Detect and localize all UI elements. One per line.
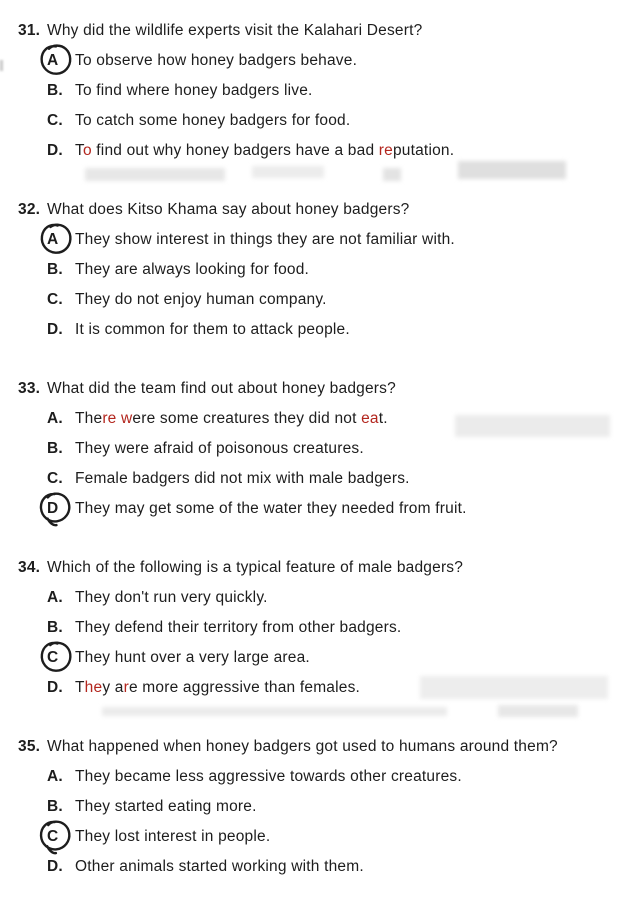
option-letter bbox=[47, 225, 75, 255]
option-letter-label: D. bbox=[47, 679, 63, 696]
red-ink-mark: re bbox=[378, 142, 393, 159]
red-ink-mark: ea bbox=[361, 410, 379, 427]
option-text: They are always looking for food. bbox=[75, 261, 310, 278]
option-text: It is common for them to attack people. bbox=[75, 321, 350, 338]
option-text: They do not enjoy human company. bbox=[75, 291, 327, 308]
question-text: Which of the following is a typical feature of male badgers? bbox=[47, 559, 464, 576]
option-letter bbox=[47, 136, 75, 166]
question-number: 35. bbox=[18, 738, 41, 755]
option-text: They were afraid of poisonous creatures. bbox=[75, 440, 364, 457]
answer-option bbox=[47, 613, 614, 643]
option-text: To find out why honey badgers have a bad reputation. bbox=[75, 142, 455, 159]
option-letter bbox=[47, 106, 75, 136]
option-letter bbox=[47, 285, 75, 315]
answer-option bbox=[47, 852, 614, 882]
option-letter-label: D bbox=[47, 500, 59, 517]
option-text: Other animals started working with them. bbox=[75, 858, 364, 875]
option-letter bbox=[47, 315, 75, 345]
option-text: To observe how honey badgers behave. bbox=[75, 52, 358, 69]
red-ink-mark: r bbox=[123, 679, 129, 696]
answer-option bbox=[47, 136, 614, 166]
option-letter-label: C. bbox=[47, 112, 63, 129]
question-number: 33. bbox=[18, 380, 41, 397]
option-letter bbox=[47, 494, 75, 524]
option-letter-label: C bbox=[47, 649, 59, 666]
option-letter-label: A bbox=[47, 231, 59, 248]
option-letter-label: B. bbox=[47, 619, 63, 636]
question-text: What happened when honey badgers got used to humans around them? bbox=[47, 738, 558, 755]
answer-option bbox=[47, 762, 614, 792]
answer-option bbox=[47, 822, 614, 852]
option-letter-label: B. bbox=[47, 440, 63, 457]
option-letter-label: D. bbox=[47, 858, 63, 875]
option-text: They lost interest in people. bbox=[75, 828, 271, 845]
answer-option bbox=[47, 643, 614, 673]
scan-artifact bbox=[0, 60, 3, 71]
answer-option bbox=[47, 434, 614, 464]
answer-option bbox=[47, 404, 614, 434]
question-block bbox=[18, 553, 614, 703]
red-ink-mark: o bbox=[82, 142, 92, 159]
option-letter bbox=[47, 583, 75, 613]
question-number: 31. bbox=[18, 22, 41, 39]
option-letter-label: A. bbox=[47, 410, 63, 427]
question-number: 32. bbox=[18, 201, 41, 218]
answer-option bbox=[47, 673, 614, 703]
option-text: Female badgers did not mix with male badgers. bbox=[75, 470, 410, 487]
answer-option bbox=[47, 583, 614, 613]
option-text: They are more aggressive than females. bbox=[75, 679, 361, 696]
question-block bbox=[18, 195, 614, 345]
red-ink-mark: w bbox=[121, 410, 133, 427]
question-text: What does Kitso Khama say about honey badgers? bbox=[47, 201, 410, 218]
option-letter-label: A. bbox=[47, 768, 63, 785]
option-list bbox=[18, 225, 614, 345]
question-block bbox=[18, 732, 614, 882]
option-text: They don't run very quickly. bbox=[75, 589, 268, 606]
option-list bbox=[18, 404, 614, 524]
option-text: They defend their territory from other badgers. bbox=[75, 619, 402, 636]
option-list bbox=[18, 583, 614, 703]
option-letter-label: C. bbox=[47, 470, 63, 487]
option-letter-label: C bbox=[47, 828, 59, 845]
option-letter-label: D. bbox=[47, 142, 63, 159]
option-letter-label: B. bbox=[47, 798, 63, 815]
option-letter-label: C. bbox=[47, 291, 63, 308]
question-block bbox=[18, 374, 614, 524]
question-list bbox=[18, 16, 614, 882]
option-letter bbox=[47, 822, 75, 852]
option-letter bbox=[47, 46, 75, 76]
answer-option bbox=[47, 46, 614, 76]
option-text: They may get some of the water they needed from fruit. bbox=[75, 500, 467, 517]
red-ink-mark: he bbox=[84, 679, 103, 696]
option-letter bbox=[47, 404, 75, 434]
question-text: What did the team find out about honey badgers? bbox=[47, 380, 396, 397]
answer-option bbox=[47, 494, 614, 524]
question-block bbox=[18, 16, 614, 166]
answer-option bbox=[47, 315, 614, 345]
answer-option bbox=[47, 255, 614, 285]
option-text: They hunt over a very large area. bbox=[75, 649, 310, 666]
answer-option bbox=[47, 225, 614, 255]
option-text: They started eating more. bbox=[75, 798, 257, 815]
option-text: They show interest in things they are not familiar with. bbox=[75, 231, 455, 248]
option-letter-label: A. bbox=[47, 589, 63, 606]
option-letter bbox=[47, 762, 75, 792]
option-text: To find where honey badgers live. bbox=[75, 82, 313, 99]
question-number: 34. bbox=[18, 559, 41, 576]
option-letter bbox=[47, 434, 75, 464]
option-letter-label: A bbox=[47, 52, 59, 69]
answer-option bbox=[47, 106, 614, 136]
option-letter bbox=[47, 852, 75, 882]
answer-option bbox=[47, 464, 614, 494]
option-list bbox=[18, 762, 614, 882]
answer-option bbox=[47, 76, 614, 106]
answer-option bbox=[47, 285, 614, 315]
option-letter-label: B. bbox=[47, 82, 63, 99]
option-text: They became less aggressive towards other creatures. bbox=[75, 768, 462, 785]
question-text: Why did the wildlife experts visit the Kalahari Desert? bbox=[47, 22, 423, 39]
option-letter bbox=[47, 643, 75, 673]
option-text: To catch some honey badgers for food. bbox=[75, 112, 351, 129]
red-ink-mark: re bbox=[102, 410, 117, 427]
option-list bbox=[18, 46, 614, 166]
option-letter-label: D. bbox=[47, 321, 63, 338]
option-letter-label: B. bbox=[47, 261, 63, 278]
answer-option bbox=[47, 792, 614, 822]
option-text: There were some creatures they did not eat. bbox=[75, 410, 388, 427]
option-letter bbox=[47, 76, 75, 106]
